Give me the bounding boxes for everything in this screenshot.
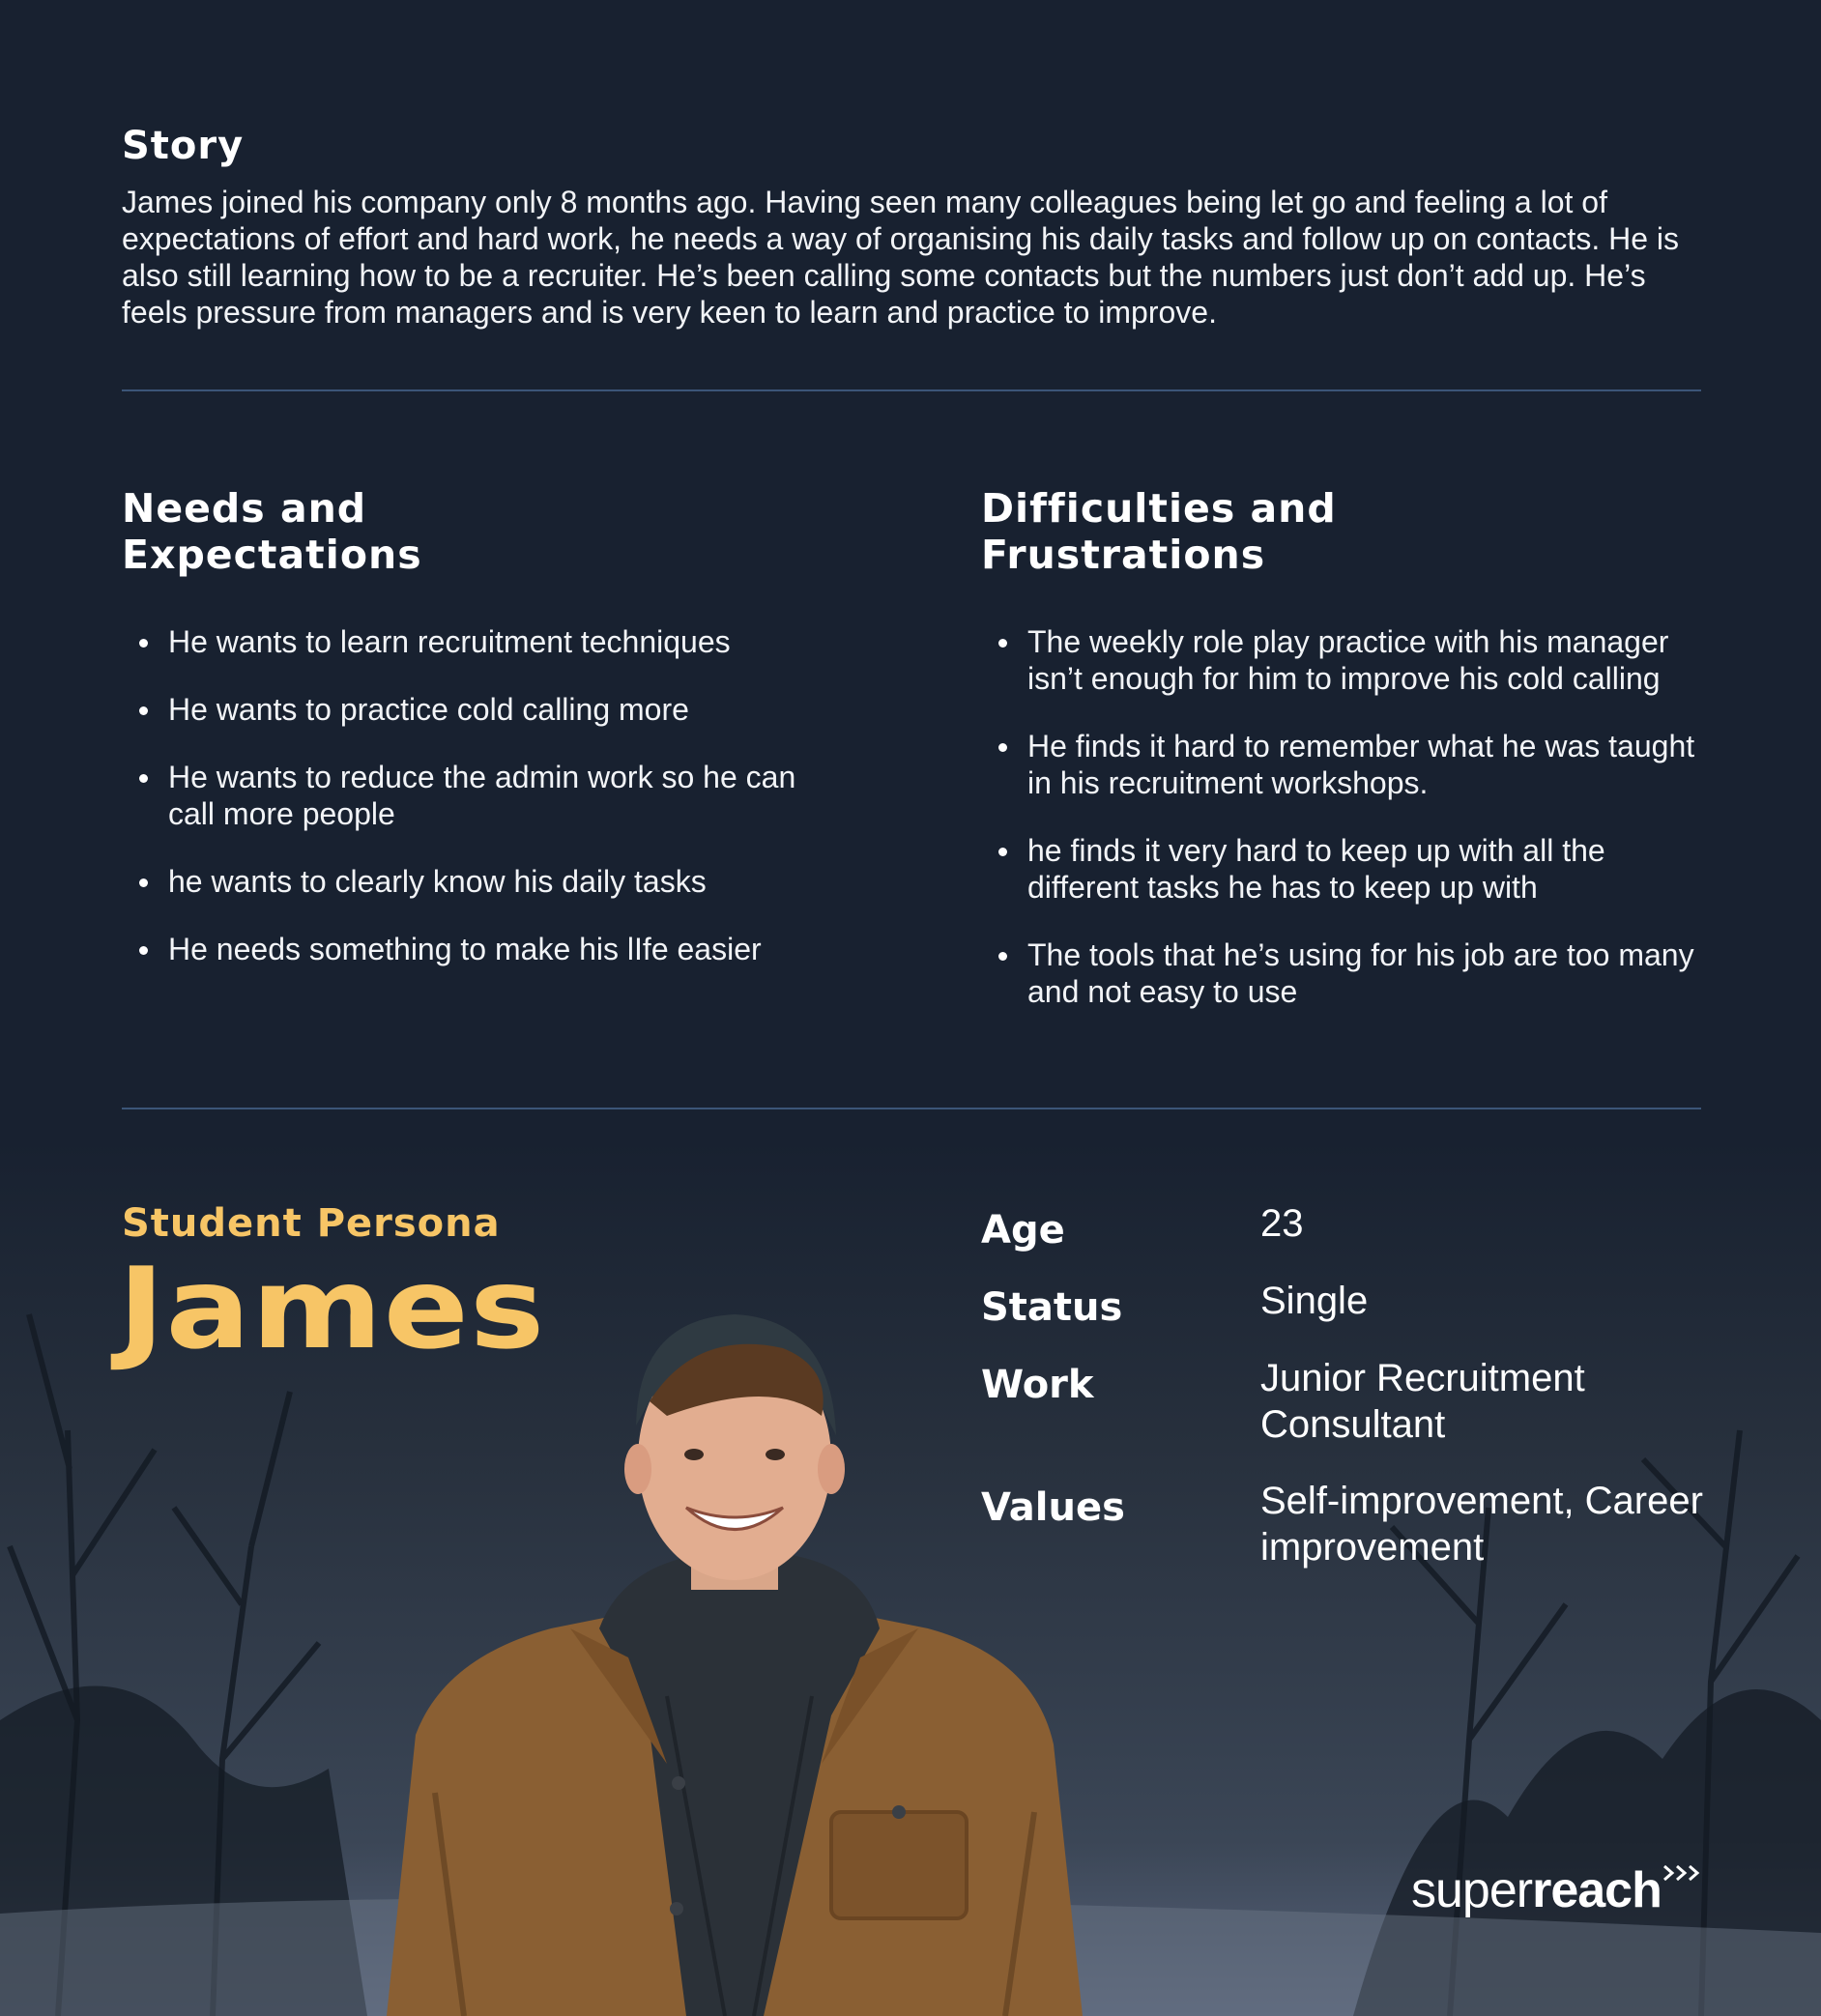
- age-label: Age: [981, 1208, 1065, 1253]
- needs-title-line1: Needs and: [122, 485, 367, 532]
- list-item: [122, 691, 818, 728]
- values-value: Self-improvement, Career improvement: [1260, 1480, 1703, 1569]
- divider: [122, 1108, 1701, 1109]
- status-label: Status: [981, 1285, 1123, 1330]
- list-item: [981, 728, 1696, 801]
- difficulties-title-line1: Difficulties and: [981, 485, 1337, 532]
- logo-part2: reach: [1532, 1862, 1662, 1918]
- difficulties-item-text: The tools that he’s using for his job are too many and not easy to use: [1027, 937, 1694, 1009]
- bullet-icon: [139, 774, 148, 783]
- needs-title-line2: Expectations: [122, 532, 422, 578]
- bullet-icon: [139, 878, 148, 887]
- persona-name: James: [118, 1244, 546, 1374]
- work-label: Work: [981, 1363, 1094, 1407]
- bullet-icon: [998, 848, 1007, 856]
- age-value: 23: [1260, 1202, 1304, 1245]
- list-item: [122, 863, 818, 900]
- needs-item-text: he wants to clearly know his daily tasks: [168, 864, 707, 899]
- work-value: Junior Recruitment Consultant: [1260, 1357, 1585, 1446]
- persona-label: Student Persona: [122, 1201, 501, 1246]
- bullet-icon: [139, 946, 148, 955]
- needs-list: [122, 623, 818, 998]
- superreach-logo: [1411, 1861, 1662, 1919]
- bullet-icon: [998, 952, 1007, 961]
- bullet-icon: [998, 743, 1007, 752]
- list-item: [981, 623, 1696, 697]
- difficulties-item-text: He finds it hard to remember what he was taught in his recruitment workshops.: [1027, 729, 1695, 800]
- difficulties-title: [981, 485, 1484, 578]
- difficulties-list: [981, 623, 1696, 1041]
- list-item: [981, 936, 1696, 1010]
- bullet-icon: [998, 639, 1007, 648]
- needs-item-text: He needs something to make his lIfe easier: [168, 932, 762, 966]
- values-label: Values: [981, 1485, 1125, 1530]
- needs-title: [122, 485, 624, 578]
- divider: [122, 389, 1701, 391]
- list-item: [122, 623, 818, 660]
- status-value: Single: [1260, 1280, 1369, 1322]
- difficulties-title-line2: Frustrations: [981, 532, 1266, 578]
- list-item: [122, 931, 818, 967]
- list-item: [122, 759, 818, 832]
- difficulties-item-text: The weekly role play practice with his manager isn’t enough for him to improve his cold calling: [1027, 624, 1669, 696]
- needs-item-text: He wants to practice cold calling more: [168, 692, 689, 727]
- list-item: [981, 832, 1696, 906]
- logo-part1: super: [1411, 1862, 1533, 1918]
- story-text: James joined his company only 8 months ago. Having seen many colleagues being let go and feeling a lot of expectations of effort and hard work, he needs a way of organising his daily tasks and follow up on contacts. He is also still learning how to be a recruiter. He’s been calling some contacts but the numbers just don’t add up. He’s feels pressure from managers and is very keen to learn and practice to improve.: [122, 185, 1679, 330]
- bullet-icon: [139, 706, 148, 715]
- needs-item-text: He wants to learn recruitment techniques: [168, 624, 731, 659]
- logo-arrows-icon: [1662, 1863, 1703, 1883]
- bullet-icon: [139, 639, 148, 648]
- needs-item-text: He wants to reduce the admin work so he can call more people: [168, 760, 796, 831]
- persona-photo: [377, 1310, 1092, 2016]
- story-title: Story: [122, 124, 245, 168]
- difficulties-item-text: he finds it very hard to keep up with all the different tasks he has to keep up with: [1027, 833, 1605, 905]
